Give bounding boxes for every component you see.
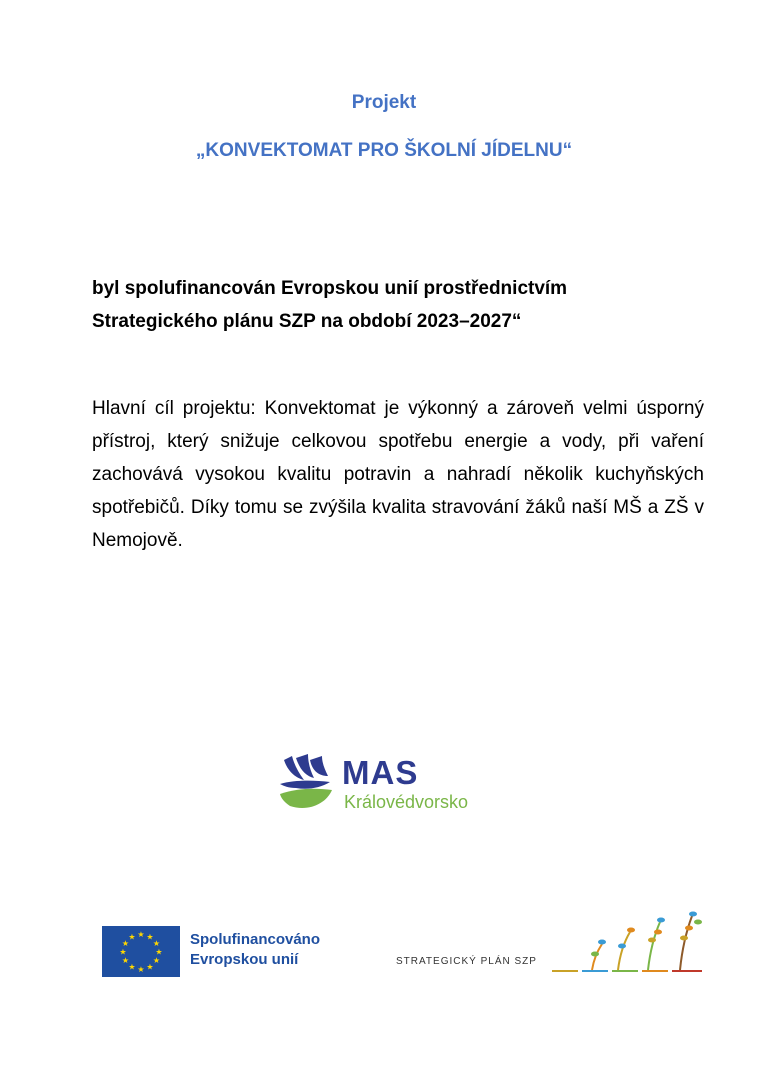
svg-text:★: ★: [128, 932, 136, 942]
svg-text:★: ★: [152, 956, 161, 965]
project-goal-paragraph: Hlavní cíl projektu: Konvektomat je výkonný a zároveň velmi úsporný přístroj, který snižuje celkovou spotřebu energie a vody, při vaření zachovává vysokou kvalitu potravin a nahradí několik kuchyňských spotřebičů. Díky tomu se zvýšila kvalita stravování žáků naší MŠ a ZŠ v Nemojově.: [92, 398, 704, 551]
svg-text:★: ★: [146, 932, 154, 942]
mas-title: MAS: [342, 754, 419, 791]
svg-text:★: ★: [137, 930, 145, 939]
svg-text:★: ★: [146, 962, 154, 972]
project-label: Projekt: [351, 92, 417, 113]
mas-subtitle: Královédvorsko: [344, 792, 469, 812]
eu-text-line-1: Spolufinancováno: [190, 931, 321, 948]
svg-text:★: ★: [119, 947, 127, 957]
eu-flag-icon: [102, 926, 180, 977]
szp-label: STRATEGICKÝ PLÁN SZP: [396, 956, 537, 967]
svg-text:★: ★: [137, 965, 145, 974]
mas-logo: [278, 752, 508, 814]
funding-line-2: Strategického plánu SZP na období 2023–2027“: [92, 311, 522, 332]
svg-text:★: ★: [121, 939, 130, 948]
eu-funding-text: [190, 930, 320, 970]
mas-emblem-icon: [278, 754, 334, 812]
szp-plants-icon: [552, 908, 712, 976]
eu-text-line-2: Evropskou unií: [190, 951, 299, 968]
svg-text:★: ★: [128, 962, 136, 972]
svg-text:★: ★: [155, 947, 163, 957]
svg-text:★: ★: [121, 956, 130, 965]
eu-funding-logo: [98, 922, 358, 980]
project-title: „KONVEKTOMAT PRO ŠKOLNÍ JÍDELNU“: [195, 140, 573, 161]
szp-logo: [396, 908, 716, 978]
funding-line-1: byl spolufinancován Evropskou unií prostřednictvím: [92, 278, 568, 299]
svg-text:★: ★: [152, 939, 161, 948]
funding-statement: [92, 272, 692, 338]
